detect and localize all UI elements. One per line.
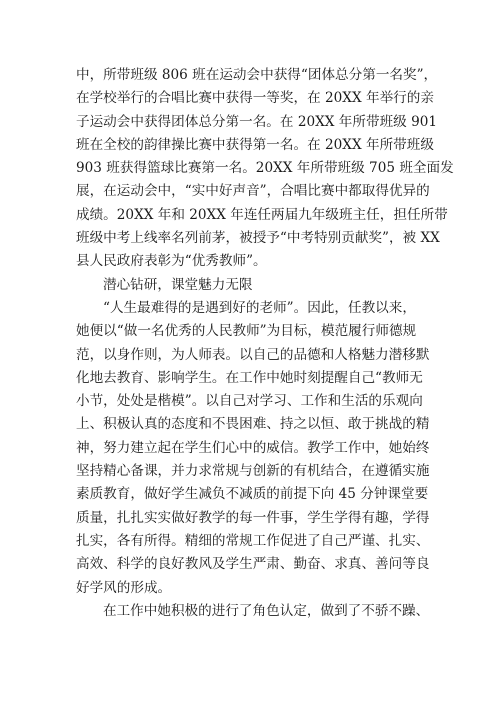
- document-body: [76, 64, 454, 623]
- paragraph-line: 县人民政府表彰为“优秀教师”。: [76, 253, 267, 270]
- paragraph-line: 子运动会中获得团体总分第一名。在 20XX 年所带班级 901: [76, 113, 438, 130]
- paragraph-line: 中，所带班级 806 班在运动会中获得“团体总分第一名奖”，: [76, 67, 438, 83]
- paragraph-line: 在工作中她积极的进行了角色认定，做到了不骄不躁、: [103, 602, 430, 619]
- paragraph-line: 质量，扎扎实实做好教学的每一件事，学生学得有趣，学得: [76, 509, 430, 526]
- paragraph-line: “人生最难得的是遇到好的老师”。因此，任教以来，: [103, 299, 416, 316]
- paragraph-line: 成绩。20XX 年和 20XX 年连任两届九年级班主任，担任所带: [76, 206, 448, 223]
- paragraph-line: 班级中考上线率名列前茅，被授予“中考特别贡献奖”，被 XX: [76, 230, 440, 247]
- paragraph-line: 上、积极认真的态度和不畏困难、持之以恒、敢于挑战的精: [76, 416, 430, 433]
- paragraph-line: 班在全校的韵律操比赛中获得第一名。在 20XX 年所带班级: [76, 136, 434, 153]
- paragraph-line: 在学校举行的合唱比赛中获得一等奖，在 20XX 年举行的亲: [76, 90, 434, 107]
- paragraph-line: 她便以“做一名优秀的人民教师”为目标，模范履行师德规: [76, 323, 417, 340]
- paragraph-2: [76, 297, 432, 600]
- paragraph-line: 化地去教育、影响学生。在工作中她时刻提醒自己“教师无: [76, 369, 423, 386]
- paragraph-1: [76, 64, 454, 274]
- paragraph-line: 903 班获得篮球比赛第一名。20XX 年所带班级 705 班全面发: [76, 160, 454, 177]
- section-heading: 潜心钻研，课堂魅力无限: [103, 276, 253, 293]
- paragraph-line: 小节，处处是楷模”。以自己对学习、工作和生活的乐观向: [76, 393, 423, 410]
- paragraph-line: 素质教育，做好学生减负不减质的前提下向 45 分钟课堂要: [76, 486, 429, 503]
- paragraph-line: 好学风的形成。: [76, 579, 172, 596]
- paragraph-line: 神，努力建立起在学生们心中的威信。教学工作中，她始终: [76, 439, 430, 456]
- paragraph-line: 展，在运动会中，“实中好声音”，合唱比赛中都取得优异的: [76, 183, 430, 200]
- paragraph-line: 坚持精心备课，并力求常规与创新的有机结合，在遵循实施: [76, 463, 430, 480]
- paragraph-line: 范，以身作则，为人师表。以自己的品德和人格魅力潜移默: [76, 346, 430, 363]
- paragraph-line: 高效、科学的良好教风及学生严肃、勤奋、求真、善问等良: [76, 556, 430, 573]
- paragraph-line: 扎实，各有所得。精细的常规工作促进了自己严谨、扎实、: [76, 532, 430, 549]
- paragraph-3: [76, 600, 432, 623]
